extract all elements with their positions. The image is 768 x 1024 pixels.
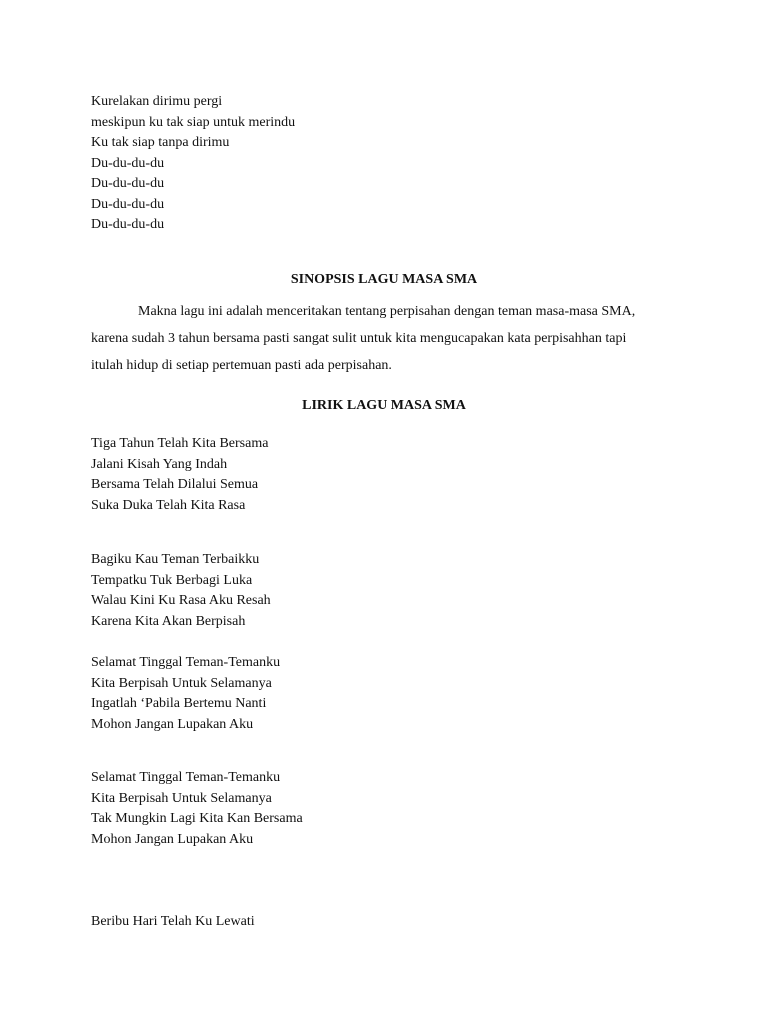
lyric-line: Walau Kini Ku Rasa Aku Resah bbox=[91, 593, 271, 608]
intro-line: Du-du-du-du bbox=[91, 155, 165, 171]
intro-line: Du-du-du-du bbox=[91, 217, 165, 232]
lyric-line: Bersama Telah Dilalui Semua bbox=[91, 477, 259, 492]
lyric-line: Selamat Tinggal Teman-Temanku bbox=[91, 655, 281, 670]
lyric-line: Jalani Kisah Yang Indah bbox=[91, 456, 228, 472]
lyric-line: Mohon Jangan Lupakan Aku bbox=[91, 831, 254, 847]
synopsis-line: itulah hidup di setiap pertemuan pasti ada perpisahan. bbox=[91, 358, 392, 373]
lyric-line: Karena Kita Akan Berpisah bbox=[91, 613, 246, 629]
lyrics-stanza bbox=[91, 653, 280, 735]
lyric-line: Mohon Jangan Lupakan Aku bbox=[91, 716, 254, 732]
lyrics-stanza bbox=[91, 550, 271, 632]
intro-line: Kurelakan dirimu pergi bbox=[91, 94, 223, 109]
synopsis-line: karena sudah 3 tahun bersama pasti sangat sulit untuk kita mengucapakan kata perpisahhan tapi bbox=[91, 331, 627, 346]
lyrics-stanza bbox=[91, 912, 255, 933]
lyric-line: Tiga Tahun Telah Kita Bersama bbox=[91, 436, 269, 451]
intro-line: Du-du-du-du bbox=[91, 196, 165, 212]
lyrics-heading: LIRIK LAGU MASA SMA bbox=[302, 398, 466, 413]
intro-line: Du-du-du-du bbox=[91, 176, 165, 191]
lyric-line: Selamat Tinggal Teman-Temanku bbox=[91, 770, 281, 785]
synopsis-line: Makna lagu ini adalah menceritakan tentang perpisahan dengan teman masa-masa SMA, bbox=[138, 304, 636, 319]
intro-lyrics bbox=[91, 92, 295, 236]
intro-line: Ku tak siap tanpa dirimu bbox=[91, 135, 230, 150]
lyric-line: Beribu Hari Telah Ku Lewati bbox=[91, 914, 255, 929]
lyric-line: Bagiku Kau Teman Terbaikku bbox=[91, 552, 260, 567]
lyric-line: Suka Duka Telah Kita Rasa bbox=[91, 497, 246, 513]
lyric-line: Tak Mungkin Lagi Kita Kan Bersama bbox=[91, 811, 303, 826]
synopsis-heading: SINOPSIS LAGU MASA SMA bbox=[290, 272, 478, 287]
lyric-line: Kita Berpisah Untuk Selamanya bbox=[91, 675, 272, 691]
lyric-line: Kita Berpisah Untuk Selamanya bbox=[91, 790, 272, 806]
lyric-line: Tempatku Tuk Berbagi Luka bbox=[91, 572, 253, 588]
lyrics-stanza bbox=[91, 434, 268, 516]
lyrics-stanza bbox=[91, 768, 303, 850]
synopsis-paragraph bbox=[91, 298, 691, 379]
intro-line: meskipun ku tak siap untuk merindu bbox=[91, 114, 296, 130]
lyric-line: Ingatlah ‘Pabila Bertemu Nanti bbox=[91, 696, 267, 711]
